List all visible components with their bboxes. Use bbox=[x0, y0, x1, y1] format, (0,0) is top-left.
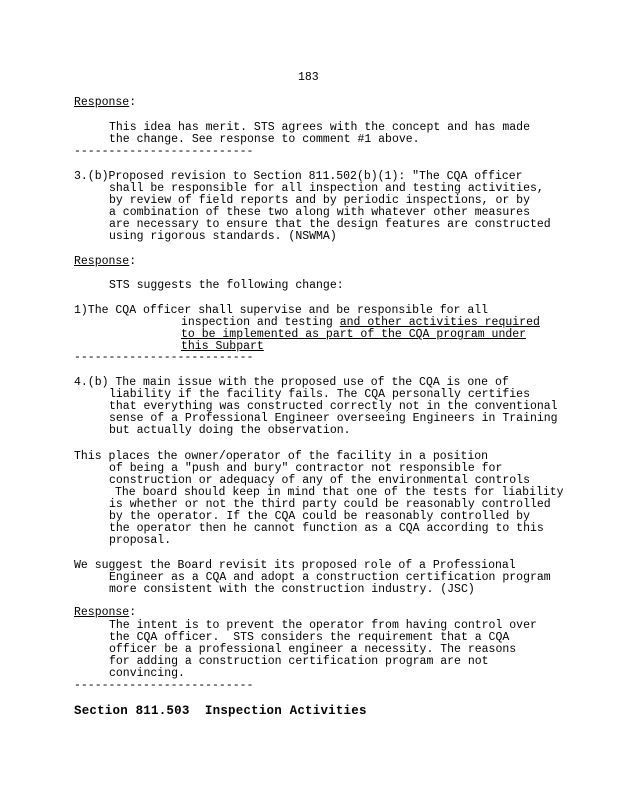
comment-3-line-5: are necessary to ensure that the design features are constructed bbox=[109, 218, 551, 231]
response-colon: : bbox=[129, 255, 137, 268]
change-line-2-plain: inspection and testing bbox=[181, 316, 340, 329]
comment-4-line-1: 4.(b) The main issue with the proposed use of the CQA is one of bbox=[74, 376, 509, 389]
response-label-1 bbox=[74, 97, 136, 109]
change-line-3: to be implemented as part of the CQA program under bbox=[181, 328, 527, 341]
suggest-line-3: more consistent with the construction industry. (JSC) bbox=[109, 583, 475, 596]
page-number: 183 bbox=[298, 71, 319, 84]
suggest-line-1: We suggest the Board revisit its proposed role of a Professional bbox=[74, 559, 516, 572]
places-line-7: the operator then he cannot function as a CQA according to this bbox=[109, 522, 544, 535]
response-3-line-2: the CQA officer. STS considers the requirement that a CQA bbox=[109, 631, 510, 644]
comment-3-line-3: by review of field reports and by periodic inspections, or by bbox=[109, 194, 530, 207]
section-heading: Section 811.503 Inspection Activities bbox=[74, 704, 367, 718]
response-colon: : bbox=[129, 96, 137, 109]
suggest-line-2: Engineer as a CQA and adopt a construction certification program bbox=[109, 571, 551, 584]
separator-line: -------------------------- bbox=[74, 679, 254, 692]
comment-4-line-4: sense of a Professional Engineer overseeing Engineers in Training bbox=[109, 412, 558, 425]
response-label-3 bbox=[74, 607, 136, 619]
response-heading: Response bbox=[74, 606, 130, 619]
response-3-line-1: The intent is to prevent the operator from having control over bbox=[109, 619, 537, 632]
comment-3-line-1: 3.(b)Proposed revision to Section 811.502(b)(1): "The CQA officer bbox=[74, 170, 523, 183]
places-line-1: This places the owner/operator of the facility in a position bbox=[74, 450, 489, 463]
change-line-1: 1)The CQA officer shall supervise and be responsible for all bbox=[74, 304, 489, 317]
response-heading: Response bbox=[74, 96, 130, 109]
places-line-3: construction or adequacy of any of the environmental controls bbox=[109, 474, 530, 487]
response-3-line-3: officer be a professional engineer a necessity. The reasons bbox=[109, 643, 517, 656]
comment-4-line-2: liability if the facility fails. The CQA personally certifies bbox=[109, 388, 530, 401]
response-colon: : bbox=[129, 606, 137, 619]
change-line-2-underlined: and other activities required bbox=[339, 316, 540, 329]
response-3-line-5: convincing. bbox=[109, 667, 185, 680]
places-line-2: of being a "push and bury" contractor not responsible for bbox=[109, 462, 503, 475]
places-line-6: by the operator. If the CQA could be reasonably controlled by bbox=[109, 510, 530, 523]
comment-4-line-5: but actually doing the observation. bbox=[109, 424, 351, 437]
places-line-4: The board should keep in mind that one of the tests for liability bbox=[115, 486, 564, 499]
response-1-line-2: the change. See response to comment #1 above. bbox=[109, 133, 420, 146]
comment-3-line-4: a combination of these two along with whatever other measures bbox=[109, 206, 530, 219]
comment-3-line-2: shall be responsible for all inspection and testing activities, bbox=[109, 182, 544, 195]
response-1-line-1: This idea has merit. STS agrees with the concept and has made bbox=[109, 121, 530, 134]
change-line-4: this Subpart bbox=[181, 340, 264, 353]
response-heading: Response bbox=[74, 255, 130, 268]
separator-line: -------------------------- bbox=[74, 145, 254, 158]
separator-line: -------------------------- bbox=[74, 351, 254, 364]
response-2-intro: STS suggests the following change: bbox=[109, 279, 344, 292]
places-line-5: is whether or not the third party could be reasonably controlled bbox=[109, 498, 551, 511]
response-3-line-4: for adding a construction certification program are not bbox=[109, 655, 489, 668]
response-label-2 bbox=[74, 256, 136, 268]
comment-4-line-3: that everything was constructed correctly not in the conventional bbox=[109, 400, 558, 413]
places-line-8: proposal. bbox=[109, 534, 172, 547]
comment-3-line-6: using rigorous standards. (NSWMA) bbox=[109, 230, 337, 243]
